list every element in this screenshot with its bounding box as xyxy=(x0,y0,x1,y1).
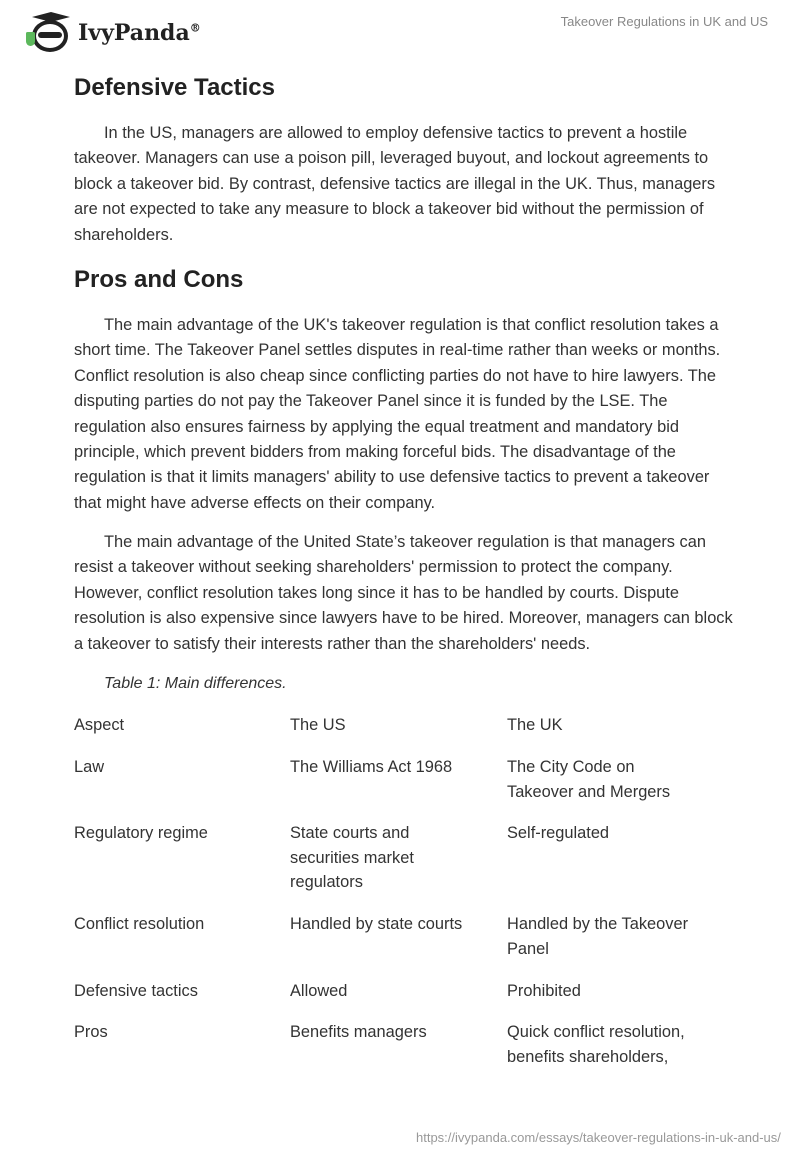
document-title: Takeover Regulations in UK and US xyxy=(560,14,768,29)
paragraph: The main advantage of the UK's takeover regulation is that conflict resolution takes a short time. The Takeover Panel settles disputes in real-time rather than weeks or months. Conflict resolution is also cheap since conflicting parties do not have to hire lawyers. The disputing parties do not pay the Takeover Panel since it is funded by the LSE. The regulation also ensures fairness by applying the equal treatment and mandatory bid principle, which prevent bidders from making forceful bids. The disadvantage of the regulation is that it limits managers' ability to use defensive tactics to prevent a takeover that might have adverse effects on their company. xyxy=(74,316,721,512)
paragraph: The main advantage of the United State’s takeover regulation is that managers can resist a takeover without seeking shareholders' permission to protect the company. However, conflict resolution takes long since it has to be handled by courts. Dispute resolution is also expensive since lawyers have to be hired. Moreover, managers can block a takeover to satisfy their interests rather than the shareholders' needs. xyxy=(74,533,733,653)
brand-name: IvyPanda® xyxy=(78,20,201,46)
section-heading: Defensive Tactics xyxy=(74,74,275,101)
section-heading: Pros and Cons xyxy=(74,266,244,293)
graduation-cap-icon xyxy=(32,12,70,22)
source-url-link[interactable]: https://ivypanda.com/essays/takeover-regulations-in-uk-and-us/ xyxy=(416,1130,781,1145)
table-cell: Conflict resolution xyxy=(74,915,205,933)
table-cell: Allowed xyxy=(290,982,348,1000)
paragraph: In the US, managers are allowed to employ defensive tactics to prevent a hostile takeover. Managers can use a poison pill, leveraged buyout, and lockout agreements to block a takeover bid. By contrast, defensive tactics are illegal in the UK. Thus, managers are not expected to take any measure to block a takeover bid without the permission of shareholders. xyxy=(74,124,716,244)
table-cell: Pros xyxy=(74,1023,108,1041)
table-header-cell: The US xyxy=(290,716,346,734)
table-cell: Handled by the Takeover Panel xyxy=(507,915,689,958)
table-cell: Defensive tactics xyxy=(74,982,198,1000)
table-cell: Prohibited xyxy=(507,982,581,1000)
table-cell: State courts and securities market regulators xyxy=(290,824,414,891)
table-header-cell: The UK xyxy=(507,716,563,734)
table-cell: The Williams Act 1968 xyxy=(290,758,453,776)
table-cell: Law xyxy=(74,758,105,776)
table-caption: Table 1: Main differences. xyxy=(104,675,287,692)
ivypanda-logo[interactable] xyxy=(22,8,222,54)
table-cell: Benefits managers xyxy=(290,1023,427,1041)
glasses-icon xyxy=(38,32,62,38)
table-cell: Regulatory regime xyxy=(74,824,208,842)
tassel-icon xyxy=(26,32,35,46)
table-header-cell: Aspect xyxy=(74,716,125,734)
table-cell: The City Code on Takeover and Mergers xyxy=(507,758,671,801)
table-cell: Handled by state courts xyxy=(290,915,463,933)
table-cell: Quick conflict resolution, benefits shareholders, xyxy=(507,1023,685,1066)
table-cell: Self-regulated xyxy=(507,824,610,842)
